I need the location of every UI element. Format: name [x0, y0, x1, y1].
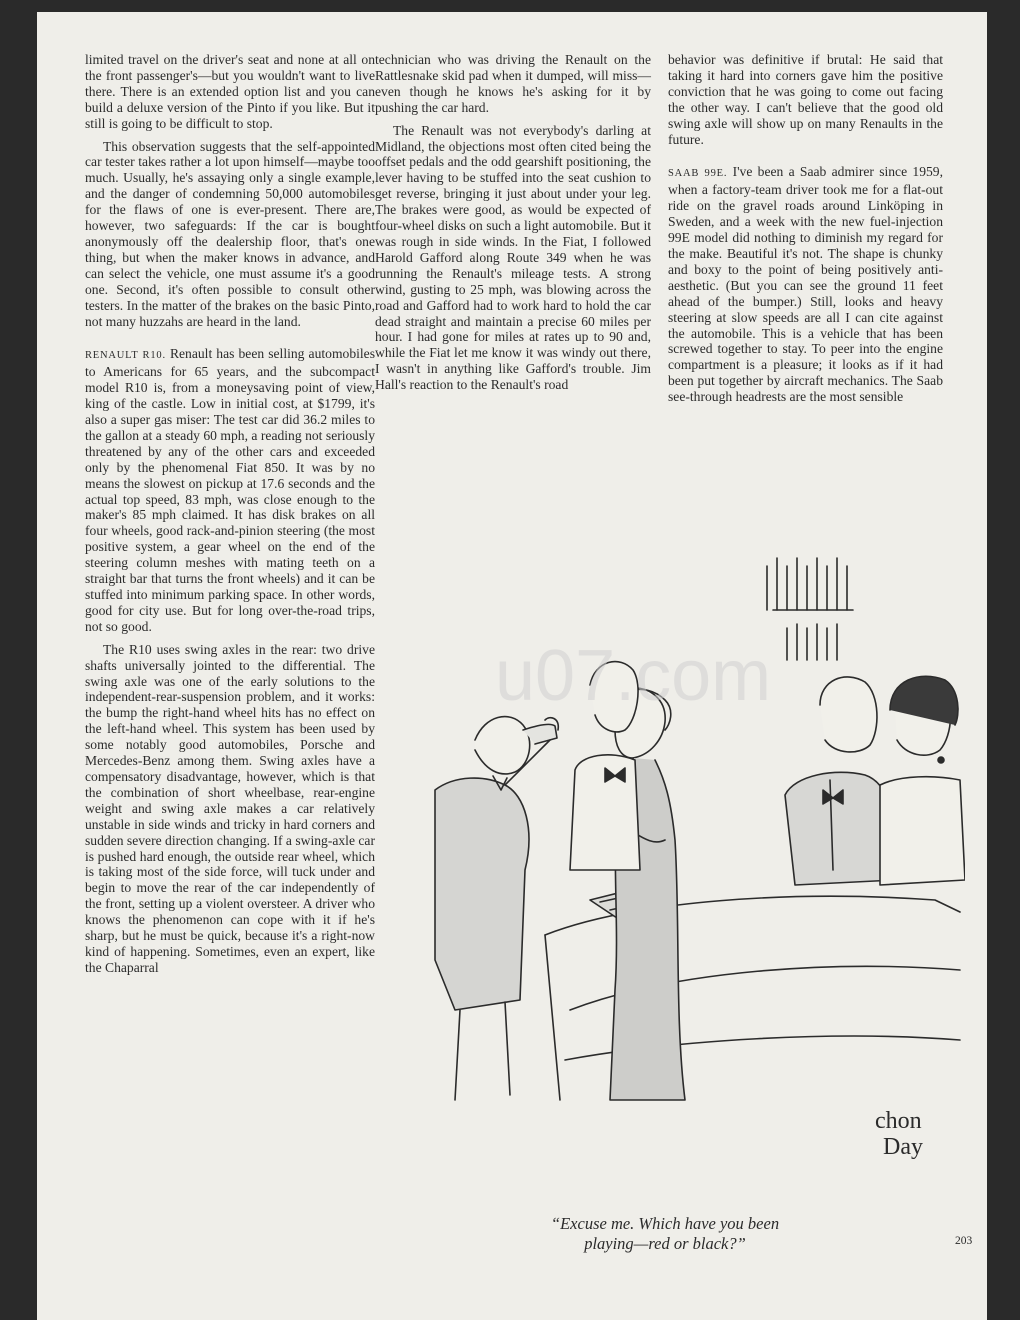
- chandelier: [767, 558, 853, 660]
- woman-far-right: [880, 676, 965, 885]
- artist-signature: [875, 1108, 923, 1160]
- signature-line-2: Day: [883, 1134, 923, 1160]
- caption-line-1: “Excuse me. Which have you been: [550, 1214, 780, 1233]
- watermark: u07.com: [495, 636, 772, 716]
- man-with-gun: [435, 717, 558, 1100]
- section-heading-renault: RENAULT R10.: [85, 350, 166, 362]
- signature-line-1: chon: [875, 1108, 922, 1134]
- text-column-3: [668, 52, 943, 412]
- paragraph: The Renault was not everybody's darling at Midland, the objections most often cited being the offset pedals and the odd gearshift positioning, the lever having to be stuffed into the seat cushion to get reverse, bringing it just about under your leg. The brakes were good, as would be expected of four-wheel disks on such a light automobile. But it was rough in side winds. In the Fiat, I followed Harold Gafford along Route 349 when he was running the Renault's mileage tests. A strong wind, gusting to 25 mph, was blowing across the road and Gafford had to work hard to hold the car dead straight and maintain a precise 60 miles per hour. I had gone for miles at rates up to 90 and, while the Fiat let me know it was windy out there, I wasn't in anything like Gafford's trouble. Jim Hall's reaction to the Renault's road: [375, 122, 651, 393]
- section-heading-saab: SAAB 99E.: [668, 168, 728, 180]
- cartoon-illustration: [375, 540, 965, 1210]
- text-column-1: [85, 52, 375, 983]
- paragraph: [668, 164, 943, 405]
- paragraph: This observation suggests that the self-appointed car tester takes rather a lot upon himself—maybe too much. Usually, he's assaying only a single example, and the danger of condemning 50,000 automobiles for the flaws of one is ever-present. There are, however, two safeguards: If the car is bought anonymously off the dealership floor, that's one thing, but when the maker knows in advance, and can select the vehicle, one must assume it's a good one. Second, it's often possible to consult other testers. In the matter of the brakes on the basic Pinto, not many huzzahs are heard in the land.: [85, 138, 375, 329]
- paragraph: limited travel on the driver's seat and none at all on the front passenger's—but you wouldn't want to live there. There is an extended option list and you can build a deluxe version of the Pinto if you like. But it still is going to be difficult to stop.: [85, 52, 375, 131]
- page-number: 203: [955, 1235, 973, 1247]
- woman-in-gown: [607, 688, 685, 1100]
- text-column-2: [375, 52, 651, 400]
- paragraph: The R10 uses swing axles in the rear: two drive shafts universally jointed to the differential. The swing axle was one of the early solutions to the independent-rear-suspension problem, and it works: the bump the right-hand wheel hits has no effect on the left-hand wheel. This system has been used by some notably good automobiles, Porsche and Mercedes-Benz among them. Swing axles have a compensatory disadvantage, however, which is that the combination of short wheelbase, rear-engine weight and swing axle makes a car relatively unstable in side winds and tricky in hard corners and sudden severe direction changing. If a swing-axle car is pushed hard enough, the outside rear wheel, which is taking most of the side force, will tuck under and begin to move the rear of the car independently of the front, setting up a violent oversteer. A driver who knows the phenomenon can cope with it if he's sharp, but he must be quick, because it's a right-now kind of happening. Sometimes, even an expert, like the Chaparral: [85, 641, 375, 975]
- cartoon-caption: [425, 1214, 905, 1254]
- paragraph: behavior was definitive if brutal: He said that taking it hard into corners gave him the positive conviction that he was going to come out facing the other way. I can't believe that the good old swing axle will show up on many Renaults in the future.: [668, 52, 943, 147]
- magazine-page: [37, 12, 987, 1320]
- caption-line-2: playing—red or black?”: [584, 1234, 746, 1253]
- paragraph-text: Renault has been selling automobiles to Americans for 65 years, and the subcompact model R10 is, from a moneysaving point of view, king of the castle. Low in initial cost, at $1799, it's also a super gas miser: The test car did 36.2 miles to the gallon at a steady 60 mph, a reading not seriously threatened by any of the other cars and exceeded only by the phenomenal Fiat 850. It was by no means the slowest on pickup at 17.6 seconds and the actual top speed, 83 mph, was close enough to the maker's 85 mph claimed. It has disk brakes on all four wheels, good rack-and-pinion steering (the most positive system, a gear wheel on the end of the steering column meshes with mating teeth on a straight bar that turns the front wheels) and it can be stuffed into minimum parking space. In other words, good for city use. But for long over-the-road trips, not so good.: [85, 346, 375, 634]
- paragraph-text: I've been a Saab admirer since 1959, when a factory-team driver took me for a flat-out ride on the gravel roads around Linköping in Sweden, and a week with the new fuel-injection 99E model did nothing to diminish my regard for the make. Beautiful it's not. The shape is chunky and boxy to the point of being positively anti-aesthetic. (But you can see the ground 11 feet ahead of the bumper.) Still, looks and heavy steering at slow speeds are all I can cite against the automobile. This is a vehicle that has been screwed together to stay. To peer into the engine compartment is a pleasure; it looks as if it had been put together by aircraft mechanics. The Saab see-through headrests are the most sensible: [668, 164, 943, 405]
- paragraph: technician who was driving the Renault on the Rattlesnake skid pad when it dumped, will miss—even though he knows he's asking for it by pushing the car hard.: [375, 52, 651, 115]
- paragraph: [85, 346, 375, 634]
